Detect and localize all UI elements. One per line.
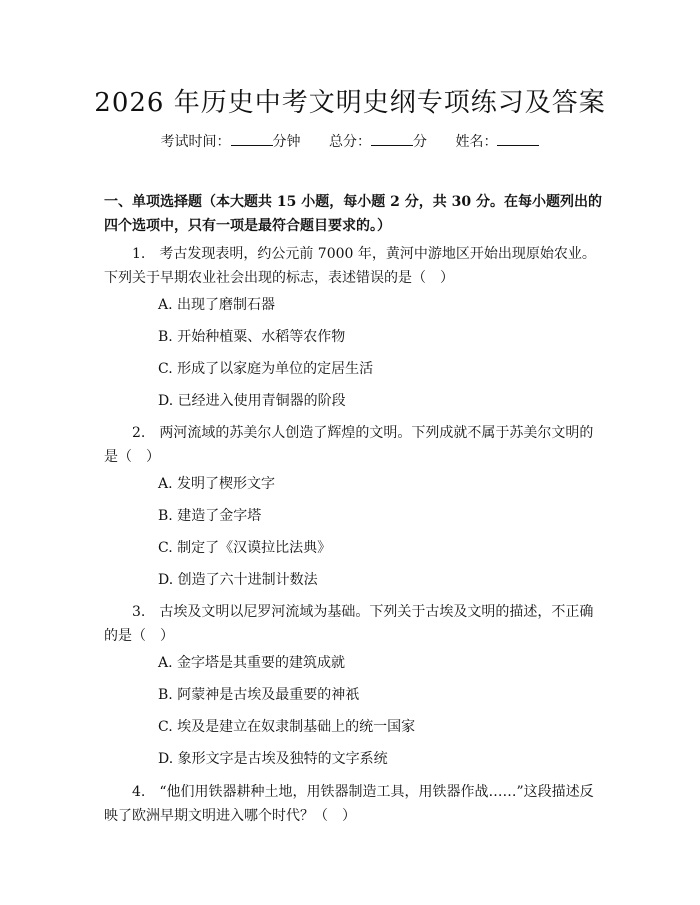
exam-meta-line [0, 131, 700, 151]
score-blank [371, 133, 413, 146]
score-label: 总分： [329, 134, 371, 150]
question-4-stem: 4. “他们用铁器耕种土地，用铁器制造工具，用铁器作战……”这段描述反映了欧洲早期文明进入哪个时代？（ ） [104, 784, 594, 824]
question-2-option-b: B. 建造了金字塔 [158, 508, 262, 524]
question-1-option-a: A. 出现了磨制石器 [158, 297, 276, 313]
question-1-option-b: B. 开始种植粟、水稻等农作物 [158, 329, 346, 345]
question-3-option-b: B. 阿蒙神是古埃及最重要的神祇 [158, 687, 360, 703]
time-unit: 分钟 [272, 134, 301, 150]
score-unit: 分 [413, 134, 427, 150]
question-1-stem: 1. 考古发现表明，约公元前 7000 年，黄河中游地区开始出现原始农业。下列关于早期农业社会出现的标志，表述错误的是（ ） [104, 246, 596, 286]
question-1-option-d: D. 已经进入使用青铜器的阶段 [158, 393, 346, 409]
question-3-stem: 3. 古埃及文明以尼罗河流域为基础。下列关于古埃及文明的描述，不正确的是（ ） [104, 604, 594, 644]
question-2-option-d: D. 创造了六十进制计数法 [158, 572, 318, 588]
question-2-stem: 2. 两河流域的苏美尔人创造了辉煌的文明。下列成就不属于苏美尔文明的是（ ） [104, 425, 594, 465]
question-3-option-c: C. 埃及是建立在奴隶制基础上的统一国家 [158, 719, 416, 735]
time-blank [231, 133, 273, 146]
question-3-option-a: A. 金字塔是其重要的建筑成就 [158, 655, 346, 671]
question-1-option-c: C. 形成了以家庭为单位的定居生活 [158, 361, 374, 377]
question-3-option-d: D. 象形文字是古埃及独特的文字系统 [158, 751, 388, 767]
name-blank [497, 133, 539, 146]
time-label: 考试时间： [160, 134, 231, 150]
exam-score [329, 134, 427, 150]
name-label: 姓名： [455, 134, 498, 150]
section-heading: 一、单项选择题（本大题共 15 小题，每小题 2 分，共 30 分。在每小题列出的四个选项中，只有一项是最符合题目要求的。） [104, 194, 602, 234]
page-title: 2026 年历史中考文明史纲专项练习及答案 [94, 88, 606, 118]
question-2-option-a: A. 发明了楔形文字 [158, 476, 276, 492]
question-2-option-c: C. 制定了《汉谟拉比法典》 [158, 540, 332, 556]
exam-time [161, 134, 301, 150]
exam-name [455, 134, 539, 150]
